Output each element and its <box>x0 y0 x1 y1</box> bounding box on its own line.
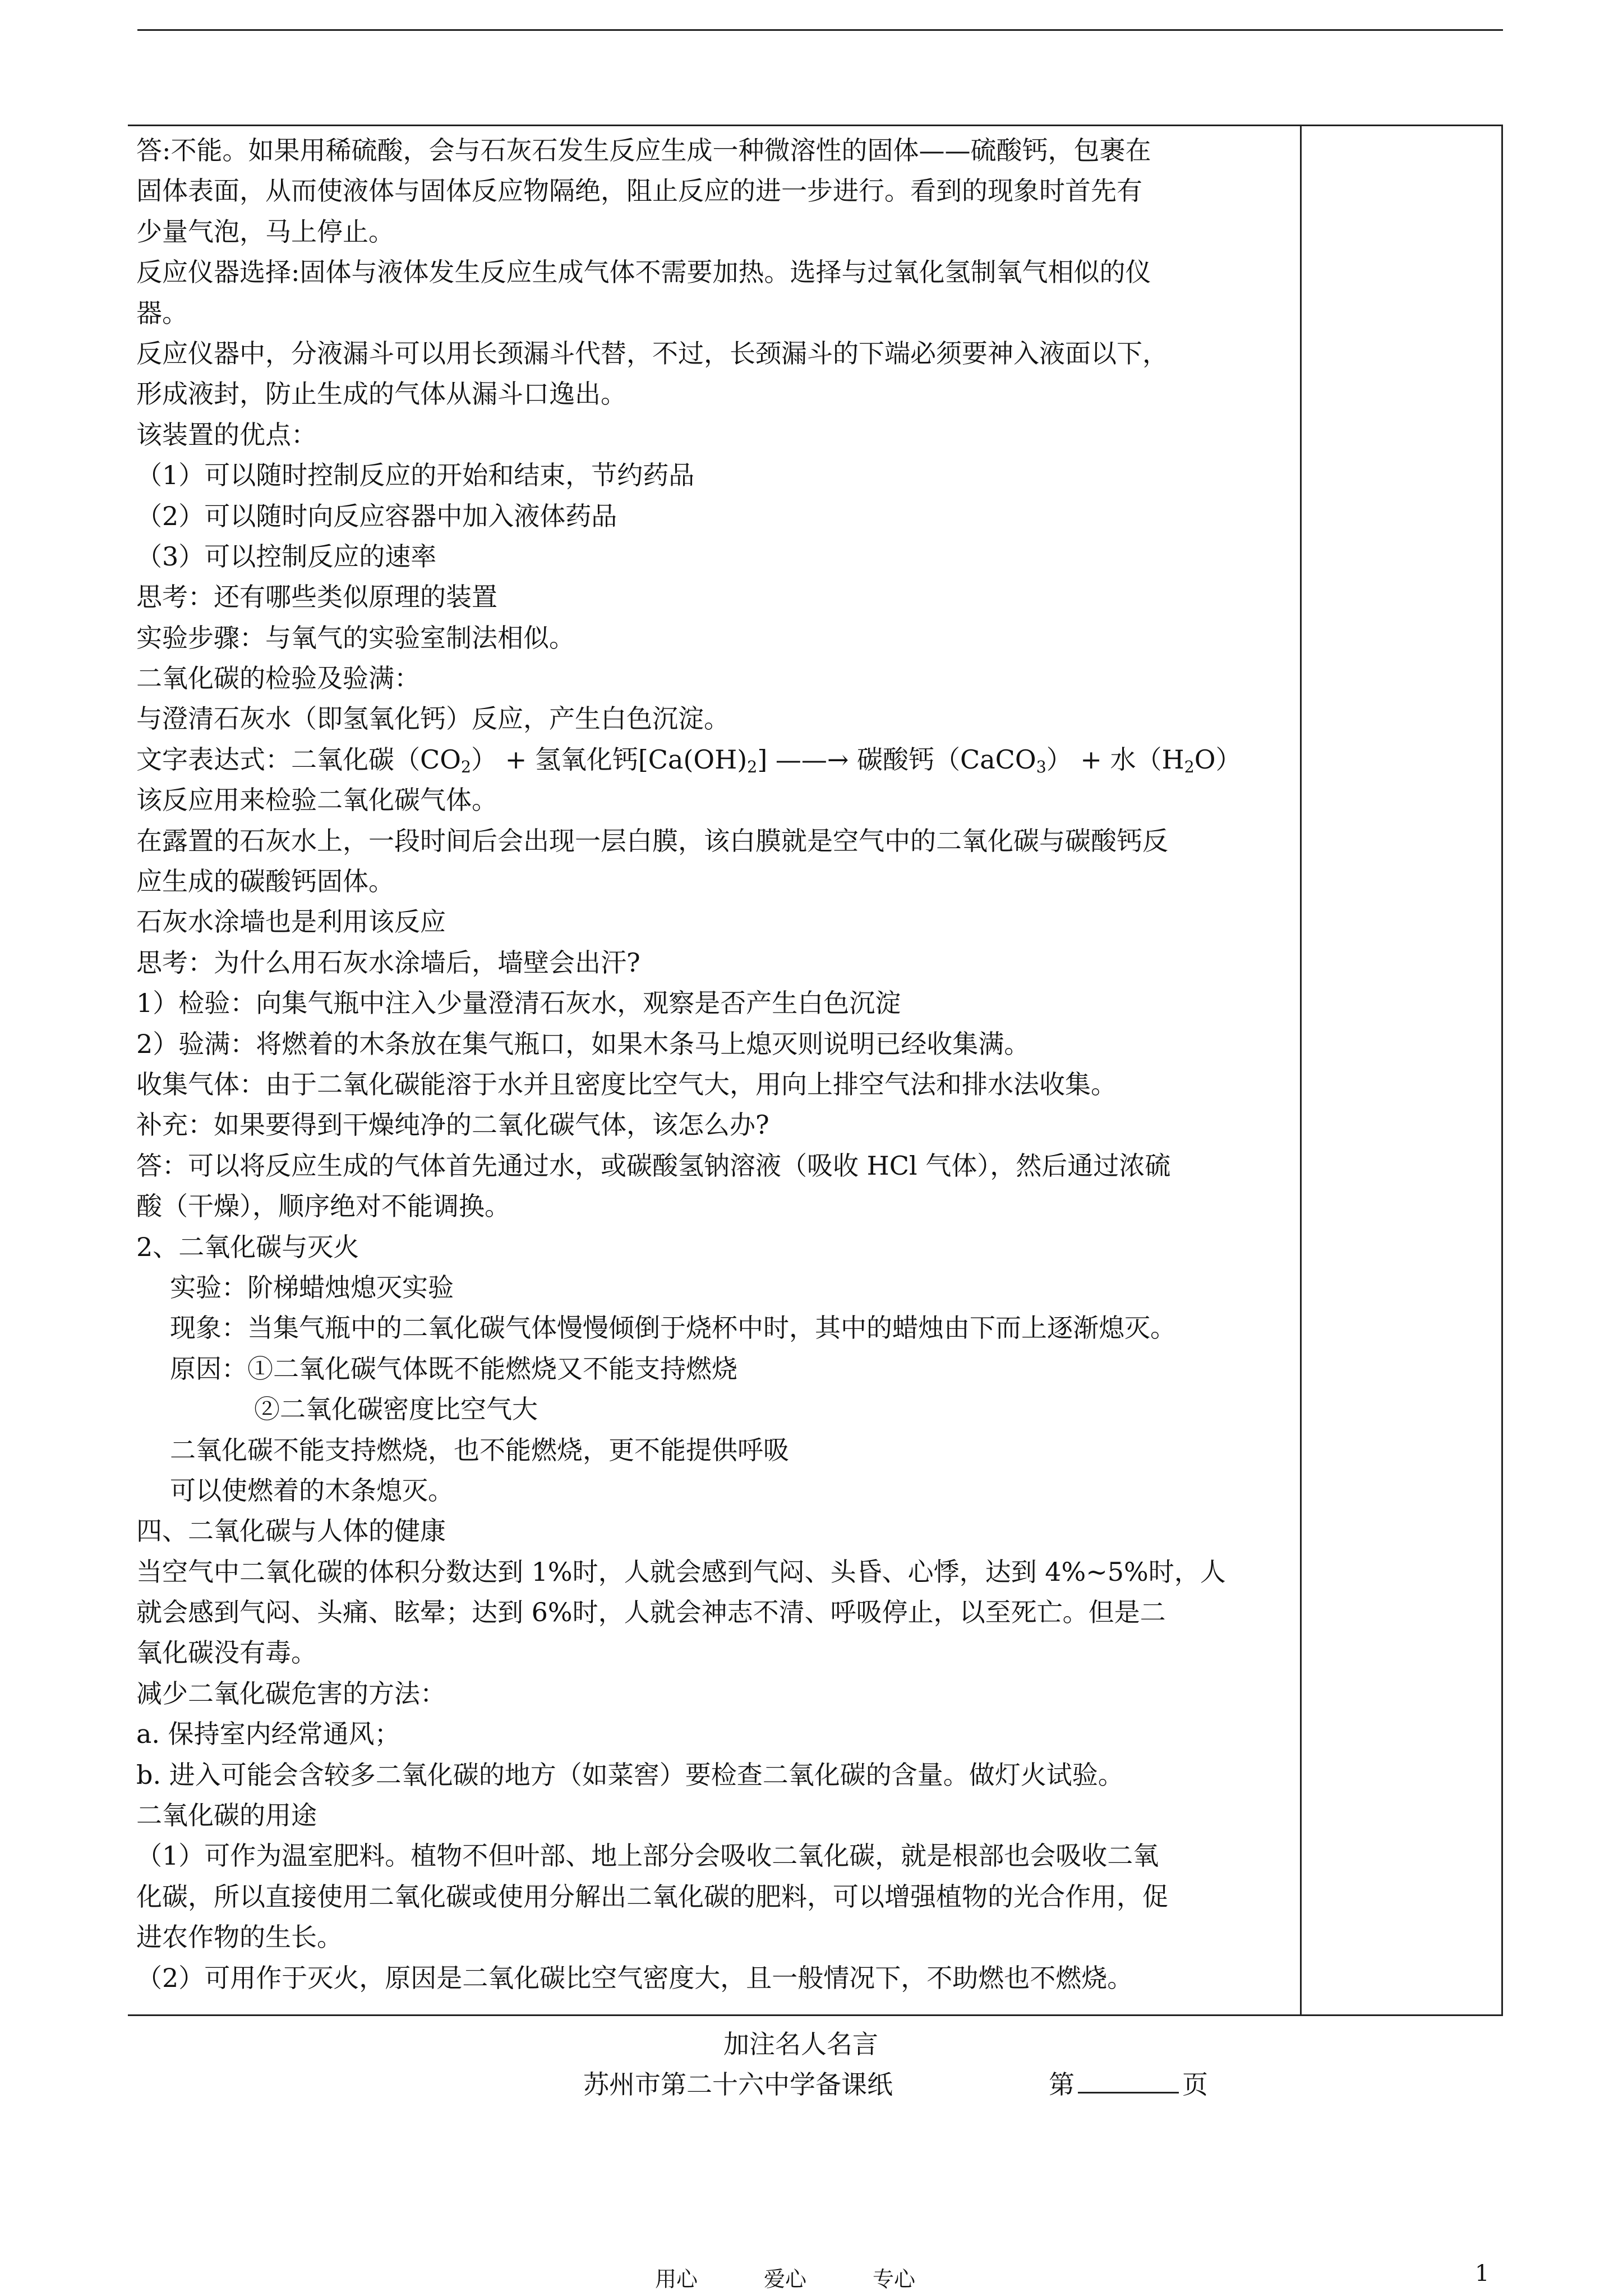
page-prefix: 第 <box>1049 2069 1075 2100</box>
text-line: ②二氧化碳密度比空气大 <box>254 1394 538 1425</box>
text-line: a. 保持室内经常通风； <box>136 1719 400 1750</box>
text-line: 收集气体：由于二氧化碳能溶于水并且密度比空气大，用向上排空气法和排水法收集。 <box>136 1069 1117 1099</box>
text-line: 该装置的优点： <box>136 419 317 450</box>
text-line: 器。 <box>136 297 188 328</box>
equation-part: 2 <box>747 757 758 776</box>
slogan-aixin: 爱心 <box>764 2267 807 2292</box>
text-line: 现象：当集气瓶中的二氧化碳气体慢慢倾倒于烧杯中时，其中的蜡烛由下而上逐渐熄灭。 <box>170 1313 1176 1343</box>
text-line: 原因：①二氧化碳气体既不能燃烧又不能支持燃烧 <box>170 1353 737 1384</box>
text-line: 氧化碳没有毒。 <box>136 1637 317 1668</box>
footer-school-name: 苏州市第二十六中学备课纸 <box>583 2069 893 2100</box>
text-line: 在露置的石灰水上，一段时间后会出现一层白膜，该白膜就是空气中的二氧化碳与碳酸钙反 <box>136 825 1168 856</box>
text-line: 减少二氧化碳危害的方法： <box>136 1678 446 1709</box>
page-number-blank <box>1078 2069 1179 2093</box>
equation-part: 2 <box>1184 757 1195 776</box>
slogan-yongxin: 用心 <box>655 2267 698 2292</box>
equation-part: 文字表达式：二氧化碳（CO <box>136 744 461 775</box>
text-line: 思考：还有哪些类似原理的装置 <box>136 582 497 613</box>
page-number: 1 <box>1475 2261 1490 2286</box>
text-line: 2）验满：将燃着的木条放在集气瓶口，如果木条马上熄灭则说明已经收集满。 <box>136 1028 1030 1059</box>
text-line: 补充：如果要得到干燥纯净的二氧化碳气体，该怎么办? <box>136 1110 769 1140</box>
text-line: 二氧化碳的用途 <box>136 1800 317 1831</box>
equation-line <box>136 739 1289 780</box>
text-line: 固体表面，从而使液体与固体反应物隔绝，阻止反应的进一步进行。看到的现象时首先有 <box>136 176 1142 206</box>
lesson-content <box>136 130 1289 1998</box>
equation-part: 2 <box>460 757 472 776</box>
text-line: 该反应用来检验二氧化碳气体。 <box>136 785 497 816</box>
text-line: 实验步骤：与氧气的实验室制法相似。 <box>136 622 575 653</box>
text-line: 二氧化碳不能支持燃烧，也不能燃烧，更不能提供呼吸 <box>170 1434 789 1465</box>
text-line: 四、二氧化碳与人体的健康 <box>136 1516 446 1547</box>
equation-part: ] ——→ 碳酸钙（CaCO <box>757 744 1036 775</box>
text-line: 实验：阶梯蜡烛熄灭实验 <box>170 1272 454 1303</box>
text-line: 化碳，所以直接使用二氧化碳或使用分解出二氧化碳的肥料，可以增强植物的光合作用，促 <box>136 1881 1168 1912</box>
text-line: 可以使燃着的木条熄灭。 <box>170 1475 454 1506</box>
equation-part: ） + 氢氧化钙[Ca(OH) <box>471 744 748 775</box>
equation-part: 3 <box>1036 757 1046 776</box>
text-line: 应生成的碳酸钙固体。 <box>136 866 394 897</box>
text-line: 酸（干燥），顺序绝对不能调换。 <box>136 1191 510 1222</box>
text-line: 答:不能。如果用稀硫酸，会与石灰石发生反应生成一种微溶性的固体——硫酸钙，包裹在 <box>136 135 1151 165</box>
text-line: 就会感到气闷、头痛、眩晕；达到 6%时，人就会神志不清、呼吸停止，以至死亡。但是二 <box>136 1597 1166 1628</box>
text-line: 思考：为什么用石灰水涂墙后，墙壁会出汗? <box>136 947 640 978</box>
text-line: 2、二氧化碳与灭火 <box>136 1231 359 1262</box>
text-line: （1）可作为温室肥料。植物不但叶部、地上部分会吸收二氧化碳，就是根部也会吸收二氧 <box>136 1841 1159 1871</box>
equation-part: ） + 水（H <box>1046 744 1184 775</box>
text-line: 进农作物的生长。 <box>136 1922 343 1953</box>
text-line: 1）检验：向集气瓶中注入少量澄清石灰水，观察是否产生白色沉淀 <box>136 988 901 1019</box>
text-line: 少量气泡，马上停止。 <box>136 216 394 247</box>
header-rule <box>137 29 1503 31</box>
text-line: 石灰水涂墙也是利用该反应 <box>136 907 446 937</box>
text-line: （2）可以随时向反应容器中加入液体药品 <box>136 500 617 531</box>
text-line: （3）可以控制反应的速率 <box>136 541 437 572</box>
text-line: 反应仪器中，分液漏斗可以用长颈漏斗代替，不过，长颈漏斗的下端必须要神入液面以下， <box>136 338 1168 369</box>
text-line: b. 进入可能会含较多二氧化碳的地方（如菜窖）要检查二氧化碳的含量。做灯火试验。 <box>136 1759 1124 1790</box>
text-line: （1）可以随时控制反应的开始和结束，节约药品 <box>136 460 695 491</box>
footer-motto: 加注名人名言 <box>723 2029 878 2059</box>
equation-part: O） <box>1194 744 1242 775</box>
text-line: 形成液封，防止生成的气体从漏斗口逸出。 <box>136 379 626 409</box>
text-line: 答：可以将反应生成的气体首先通过水，或碳酸氢钠溶液（吸收 HCl 气体），然后通过浓硫 <box>136 1150 1171 1181</box>
table-column-divider <box>1300 125 1302 2016</box>
text-line: 二氧化碳的检验及验满： <box>136 663 420 694</box>
text-line: 与澄清石灰水（即氢氧化钙）反应，产生白色沉淀。 <box>136 703 730 734</box>
page-suffix: 页 <box>1182 2069 1208 2100</box>
text-line: 当空气中二氧化碳的体积分数达到 1%时，人就会感到气闷、头昏、心悸，达到 4%~5%时，人 <box>136 1556 1226 1587</box>
footer-page-field <box>1049 2064 1208 2101</box>
text-line: （2）可用作于灭火，原因是二氧化碳比空气密度大，且一般情况下，不助燃也不燃烧。 <box>136 1962 1133 1993</box>
text-line: 反应仪器选择:固体与液体发生反应生成气体不需要加热。选择与过氧化氢制氧气相似的仪 <box>136 257 1151 288</box>
slogan-zhuanxin: 专心 <box>873 2267 916 2292</box>
